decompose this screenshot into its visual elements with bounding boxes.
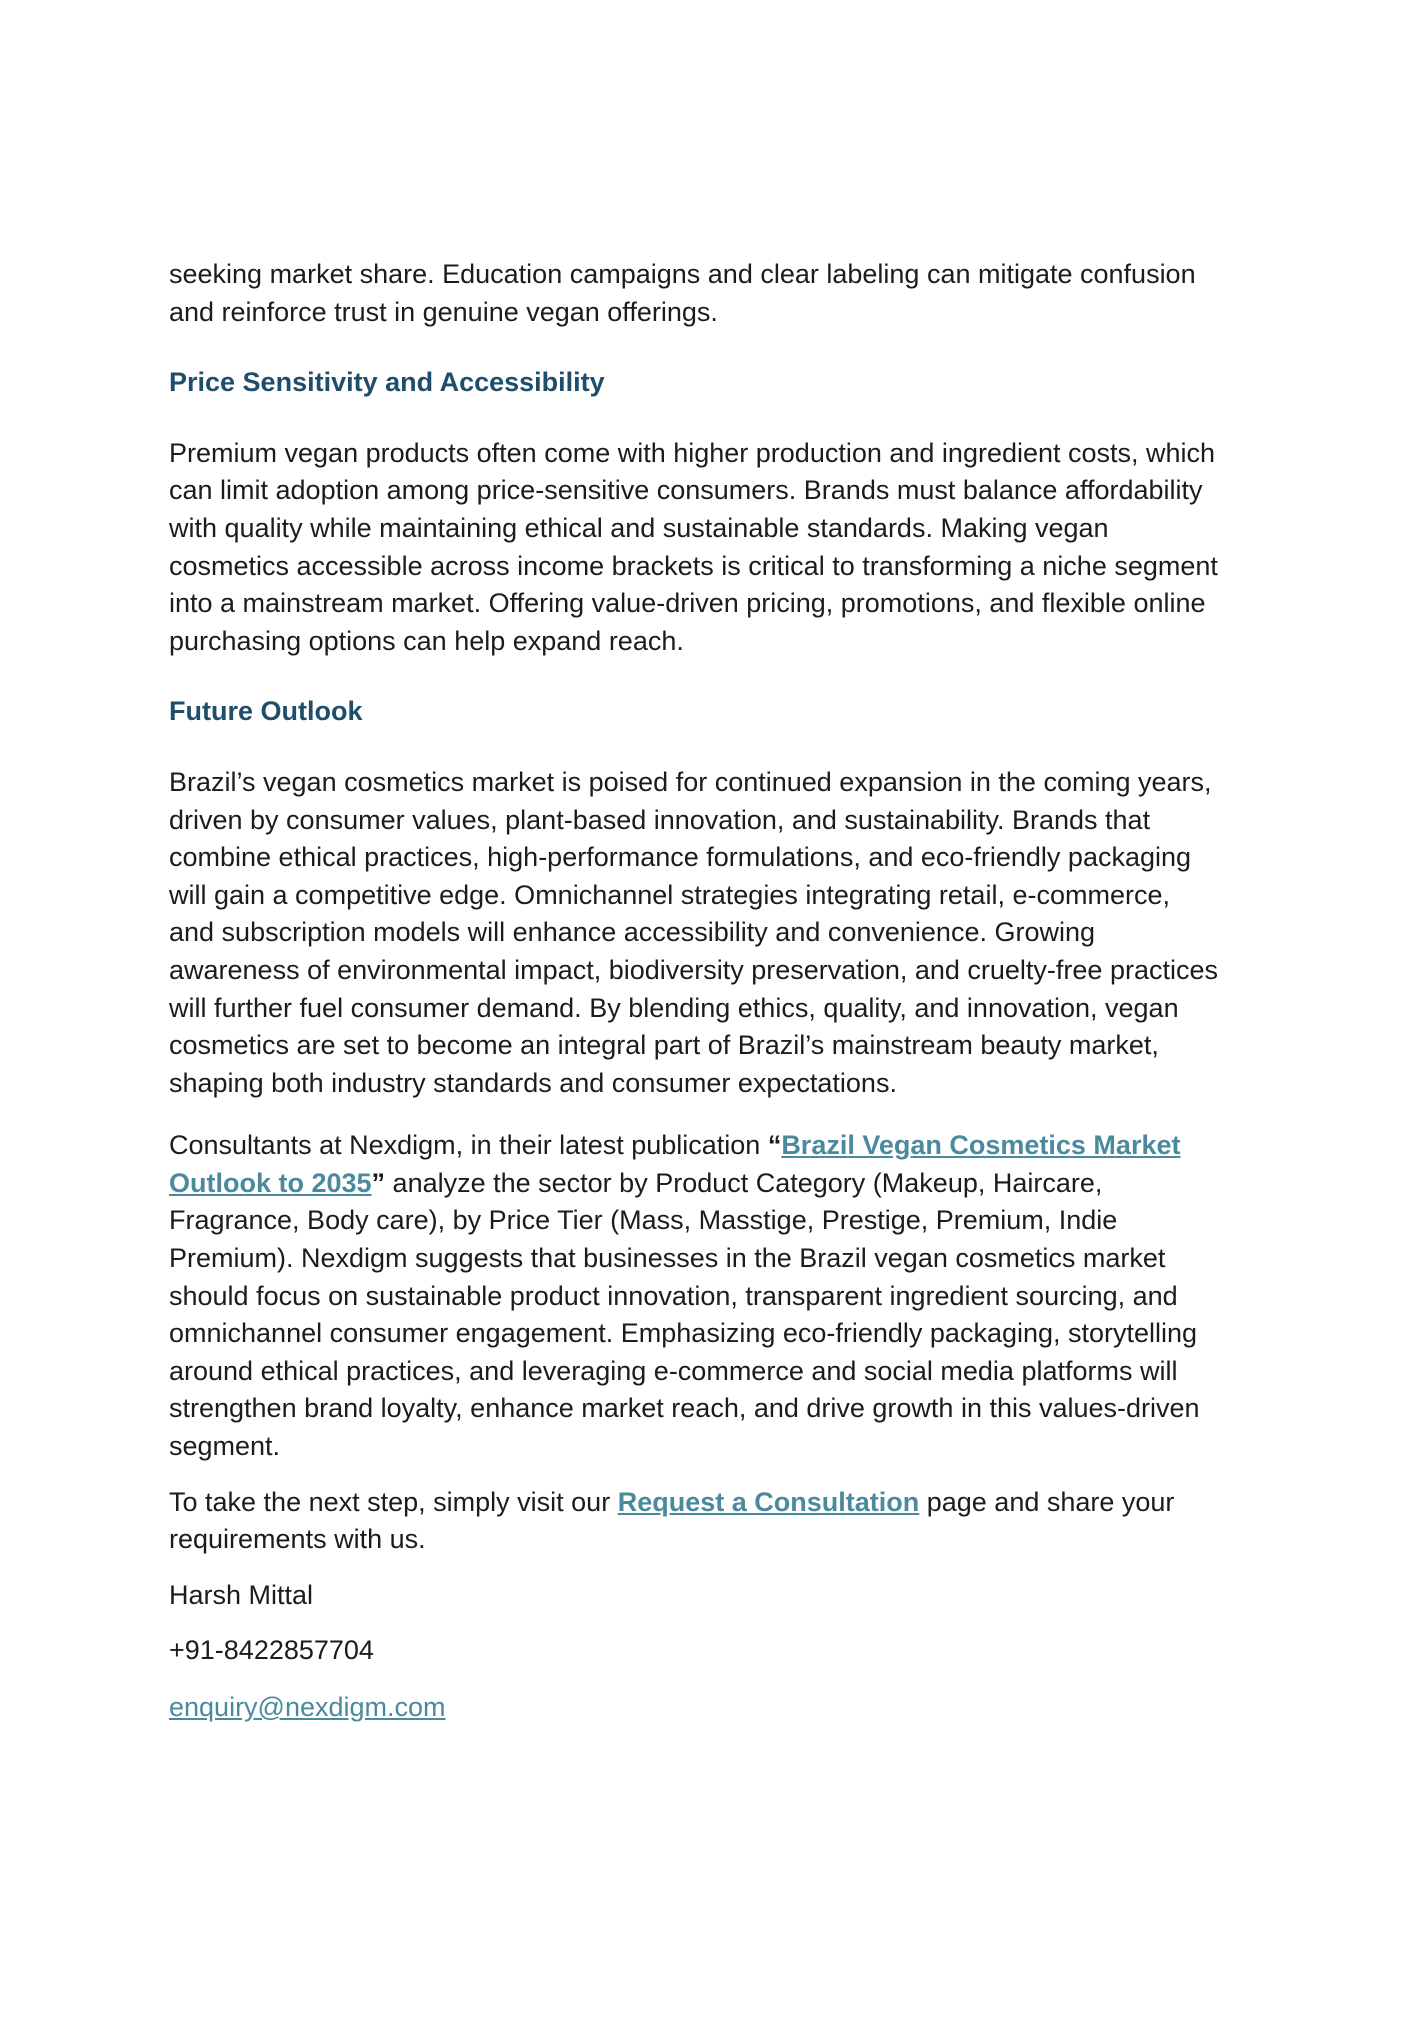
outlook-line: awareness of environmental impact, biodiversity preservation, and cruelty-free practices xyxy=(169,954,1218,985)
contact-name: Harsh Mittal xyxy=(169,1579,314,1610)
contact-phone: +91-8422857704 xyxy=(169,1635,374,1666)
contact-email-line xyxy=(169,1689,1269,1727)
price-line: Premium vegan products often come with higher production and ingredient costs, which xyxy=(169,437,1216,468)
price-paragraph xyxy=(169,435,1269,661)
outlook-line: combine ethical practices, high-performance formulations, and eco-friendly packaging xyxy=(169,842,1192,873)
outlook-line: shaping both industry standards and consumer expectations. xyxy=(169,1067,897,1098)
cta-prefix: To take the next step, simply visit our xyxy=(169,1486,618,1517)
intro-paragraph xyxy=(169,256,1269,331)
report-link-text: Brazil Vegan Cosmetics Market xyxy=(781,1130,1181,1161)
price-line: can limit adoption among price-sensitive consumers. Brands must balance affordability xyxy=(169,475,1203,506)
consultants-line: strengthen brand loyalty, enhance market reach, and drive growth in this values-driven xyxy=(169,1393,1200,1424)
consultants-line: Premium). Nexdigm suggests that businesses in the Brazil vegan cosmetics market xyxy=(169,1243,1166,1274)
open-quote: “ xyxy=(767,1130,782,1161)
consultants-line: around ethical practices, and leveraging e-commerce and social media platforms will xyxy=(169,1355,1178,1386)
outlook-line: Brazil’s vegan cosmetics market is poised for continued expansion in the coming years, xyxy=(169,766,1212,797)
price-line: into a mainstream market. Offering value-driven pricing, promotions, and flexible online xyxy=(169,588,1206,619)
cta-line: requirements with us. xyxy=(169,1524,426,1555)
intro-line: seeking market share. Education campaigns and clear labeling can mitigate confusion xyxy=(169,259,1196,289)
cta-paragraph xyxy=(169,1484,1269,1559)
cta-suffix: page and share your xyxy=(919,1486,1175,1517)
price-heading: Price Sensitivity and Accessibility xyxy=(169,367,605,398)
consultants-suffix: analyze the sector by Product Category (Makeup, Haircare, xyxy=(385,1167,1103,1198)
report-link-text: Outlook to 2035 xyxy=(169,1167,372,1198)
consultants-line: segment. xyxy=(169,1431,281,1462)
outlook-line: cosmetics are set to become an integral part of Brazil’s mainstream beauty market, xyxy=(169,1030,1159,1061)
consultants-paragraph xyxy=(169,1127,1269,1465)
price-line: with quality while maintaining ethical and sustainable standards. Making vegan xyxy=(169,512,1109,543)
intro-line: and reinforce trust in genuine vegan offerings. xyxy=(169,296,718,327)
consultants-line: should focus on sustainable product innovation, transparent ingredient sourcing, and xyxy=(169,1280,1178,1311)
outlook-line: will further fuel consumer demand. By blending ethics, quality, and innovation, vegan xyxy=(169,992,1179,1023)
price-line: cosmetics accessible across income brackets is critical to transforming a niche segment xyxy=(169,550,1218,581)
close-quote: ” xyxy=(371,1167,386,1198)
consultants-line: omnichannel consumer engagement. Emphasizing eco-friendly packaging, storytelling xyxy=(169,1318,1198,1349)
outlook-line: will gain a competitive edge. Omnichannel strategies integrating retail, e-commerce, xyxy=(169,879,1170,910)
document-page xyxy=(169,256,1269,1727)
outlook-heading: Future Outlook xyxy=(169,696,363,727)
price-line: purchasing options can help expand reach. xyxy=(169,625,684,656)
outlook-line: and subscription models will enhance accessibility and convenience. Growing xyxy=(169,917,1096,948)
outlook-paragraph xyxy=(169,764,1269,1102)
request-consultation-link[interactable]: Request a Consultation xyxy=(617,1486,920,1517)
consultants-prefix: Consultants at Nexdigm, in their latest publication xyxy=(169,1130,768,1161)
consultants-line: Fragrance, Body care), by Price Tier (Mass, Masstige, Prestige, Premium, Indie xyxy=(169,1205,1118,1236)
contact-email-link[interactable]: enquiry@nexdigm.com xyxy=(169,1692,446,1722)
outlook-line: driven by consumer values, plant-based innovation, and sustainability. Brands that xyxy=(169,804,1151,835)
